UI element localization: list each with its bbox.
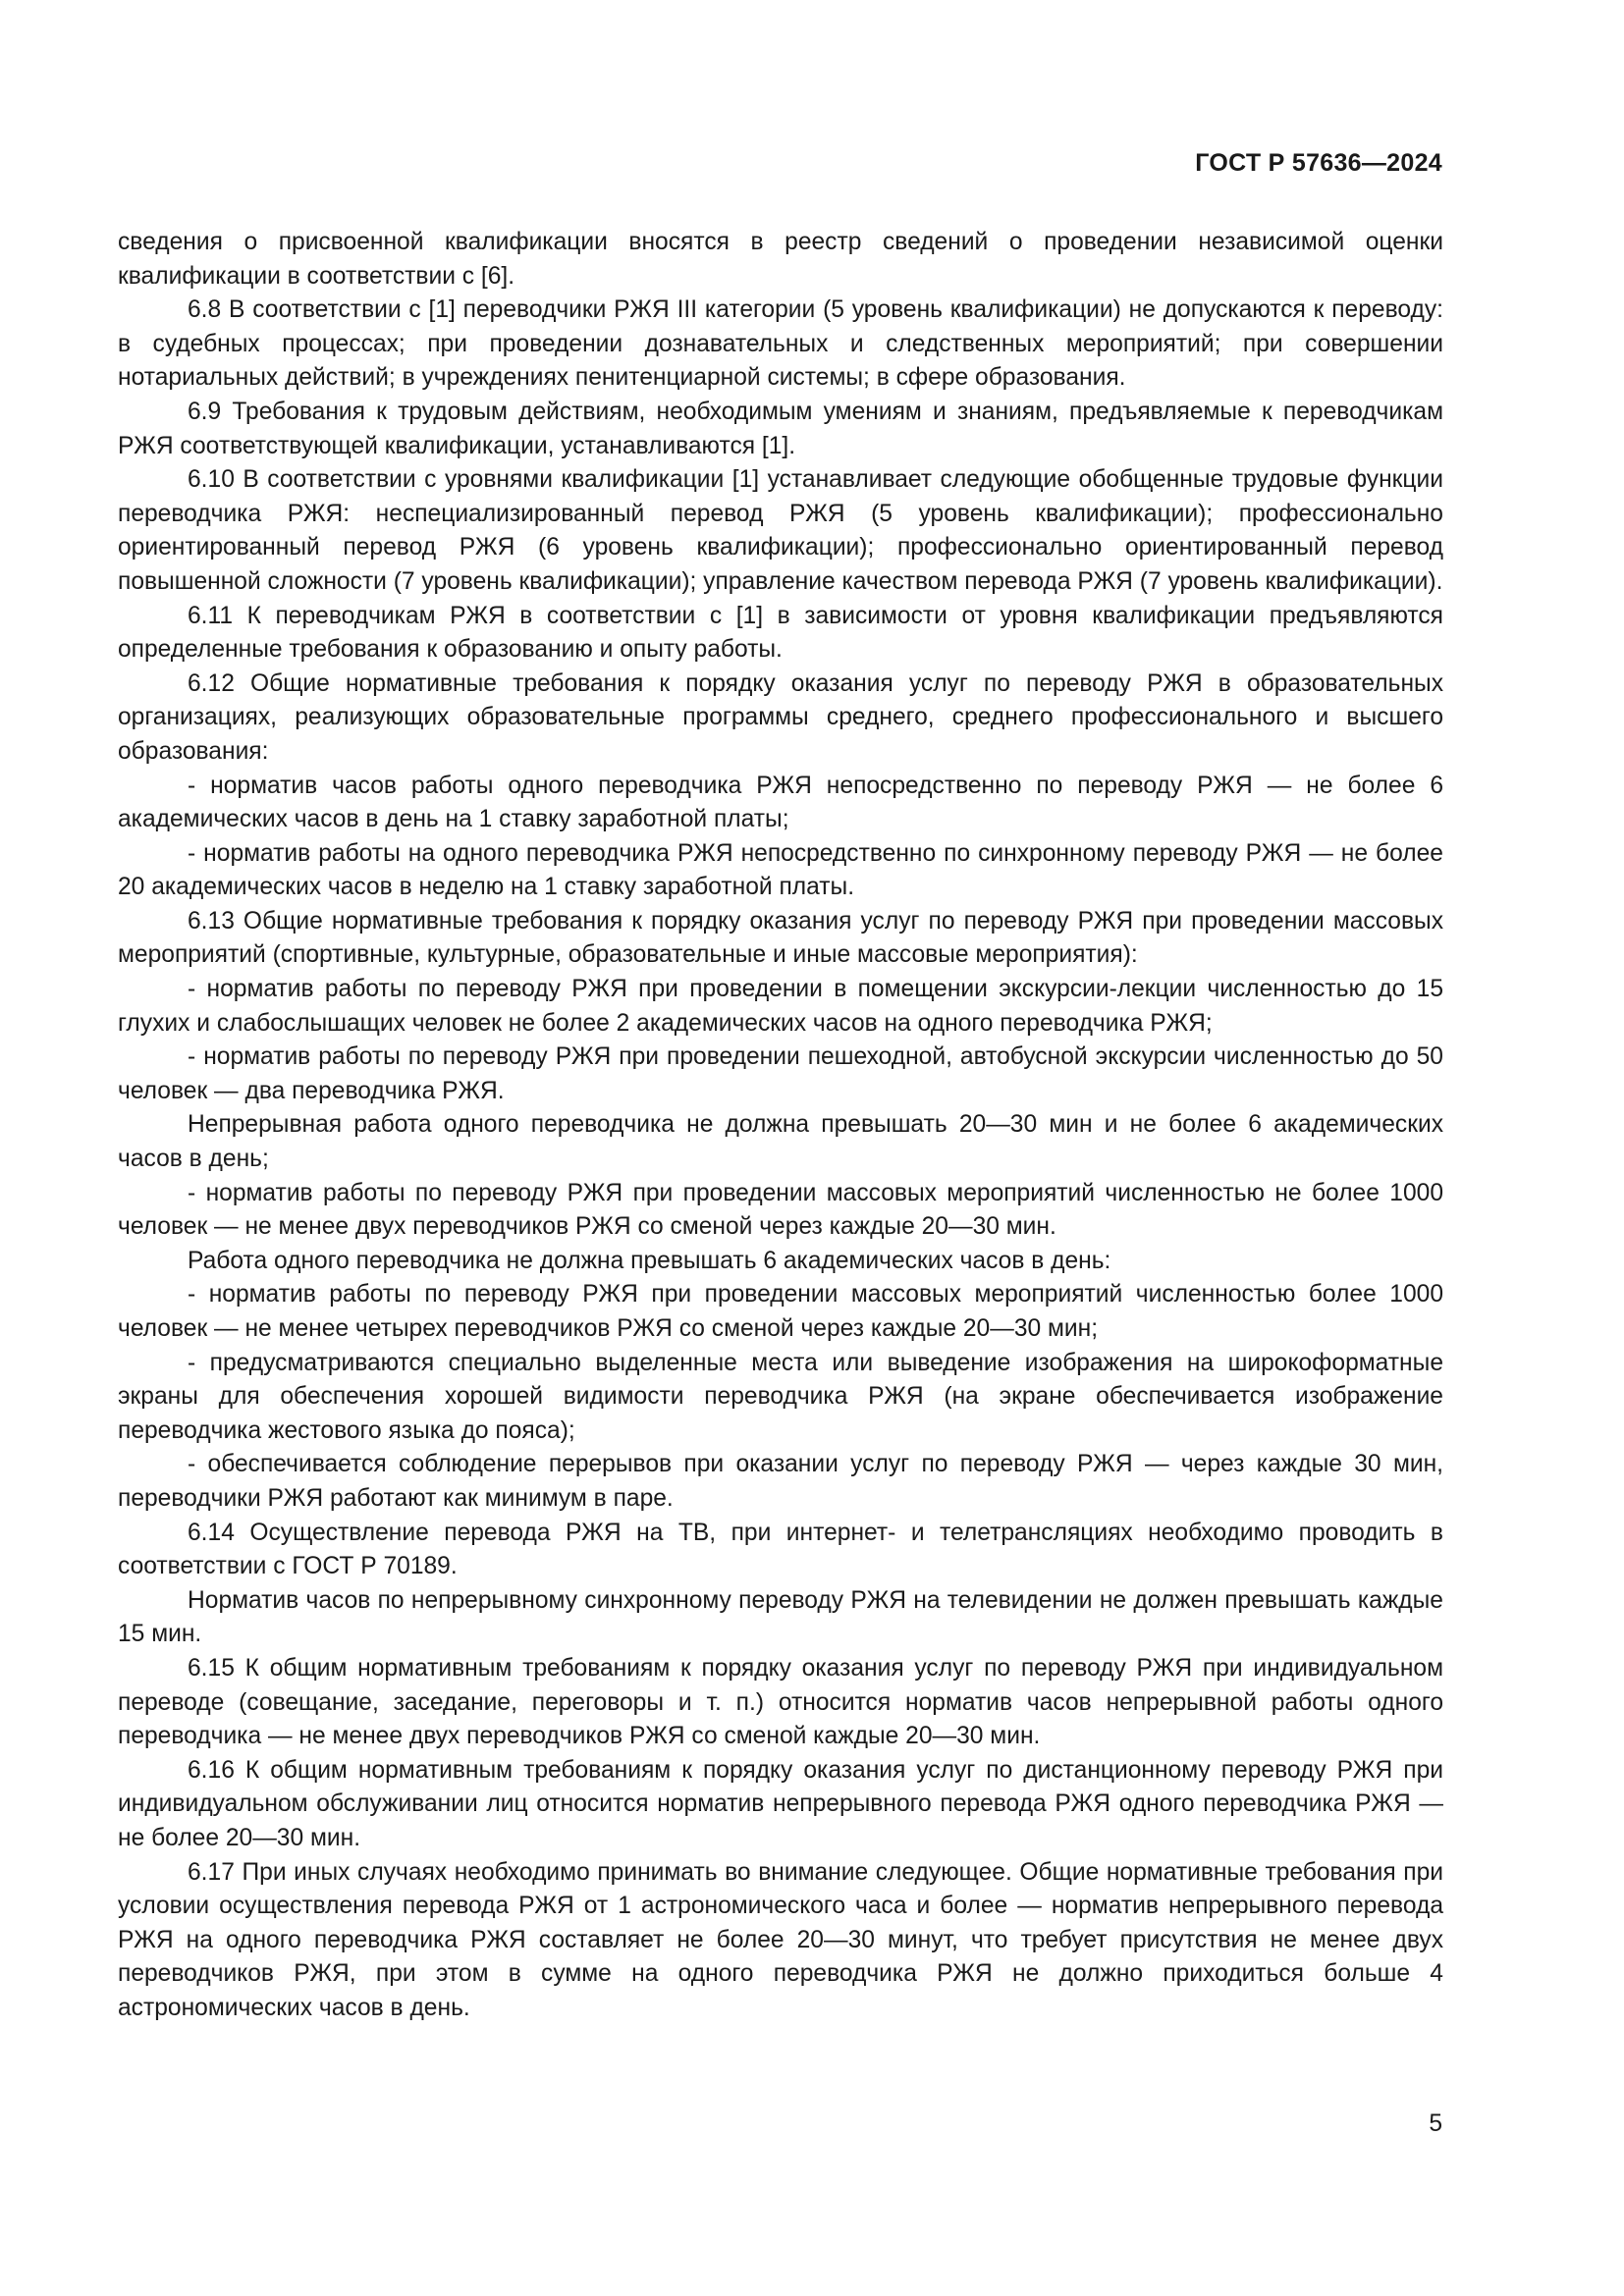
list-item: - норматив работы на одного переводчика РЖЯ непосредственно по синхронному переводу РЖЯ — не более 20 академических часов в неделю на 1 ставку заработной платы. (118, 839, 1443, 901)
list-item: - норматив работы по переводу РЖЯ при проведении в помещении экскурсии-лекции численностью до 15 глухих и слабослышащих человек не более 2 академических часов на одного переводчика РЖЯ; (118, 976, 1443, 1037)
paragraph: 6.9 Требования к трудовым действиям, необходимым умениям и знаниям, предъявляемые к переводчикам РЖЯ соответствующей квалификации, устанавливаются [1]. (118, 398, 1443, 459)
paragraph: 6.12 Общие нормативные требования к порядку оказания услуг по переводу РЖЯ в образовательных организациях, реализующих образовательные программы среднего, среднего профессионального и высшего образования: (118, 669, 1443, 765)
list-item: - обеспечивается соблюдение перерывов при оказании услуг по переводу РЖЯ — через каждые 30 мин, переводчики РЖЯ работают как минимум в паре. (118, 1451, 1443, 1512)
paragraph: 6.16 К общим нормативным требованиям к порядку оказания услуг по дистанционному переводу РЖЯ при индивидуальном обслуживании лиц относится норматив непрерывного перевода РЖЯ одного переводчика РЖЯ — не более 20—30 мин. (118, 1756, 1443, 1851)
list-item: - норматив работы по переводу РЖЯ при проведении массовых мероприятий численностью не более 1000 человек — не менее двух переводчиков РЖЯ со сменой через каждые 20—30 мин. (118, 1179, 1443, 1241)
paragraph: Норматив часов по непрерывному синхронному переводу РЖЯ на телевидении не должен превышать каждые 15 мин. (118, 1586, 1443, 1648)
paragraph: 6.15 К общим нормативным требованиям к порядку оказания услуг по переводу РЖЯ при индивидуальном переводе (совещание, заседание, переговоры и т. п.) относится норматив часов непрерывной работы одного переводчика — не менее двух переводчиков РЖЯ со сменой каждые 20—30 мин. (118, 1654, 1443, 1750)
document-body (118, 226, 1443, 2025)
paragraph: 6.8 В соответствии с [1] переводчики РЖЯ III категории (5 уровень квалификации) не допускаются к переводу: в судебных процессах; при проведении дознавательных и следственных мероприятий; при совершении нотариальных действий; в учреждениях пенитенциарной системы; в сфере образования. (118, 296, 1443, 392)
list-item: - норматив работы по переводу РЖЯ при проведении пешеходной, автобусной экскурсии численностью до 50 человек — два переводчика РЖЯ. (118, 1043, 1443, 1104)
paragraph: Непрерывная работа одного переводчика не должна превышать 20—30 мин и не более 6 академических часов в день; (118, 1111, 1443, 1173)
paragraph: 6.13 Общие нормативные требования к порядку оказания услуг по переводу РЖЯ при проведении массовых мероприятий (спортивные, культурные, образовательные и иные массовые мероприятия): (118, 907, 1443, 969)
list-item: - норматив часов работы одного переводчика РЖЯ непосредственно по переводу РЖЯ — не более 6 академических часов в день на 1 ставку заработной платы; (118, 772, 1443, 833)
paragraph: Работа одного переводчика не должна превышать 6 академических часов в день: (188, 1247, 1111, 1274)
paragraph: 6.17 При иных случаях необходимо принимать во внимание следующее. Общие нормативные требования при условии осуществления перевода РЖЯ от 1 астрономического часа и более — норматив непрерывного перевода РЖЯ на одного переводчика РЖЯ составляет не более 20—30 минут, что требует присутствия не менее двух переводчиков РЖЯ, при этом в сумме на одного переводчика РЖЯ не должно приходиться больше 4 астрономических часов в день. (118, 1858, 1443, 2021)
paragraph: 6.14 Осуществление перевода РЖЯ на ТВ, при интернет- и телетрансляциях необходимо проводить в соответствии с ГОСТ Р 70189. (118, 1519, 1443, 1580)
page-number: 5 (1429, 2110, 1442, 2137)
paragraph: сведения о присвоенной квалификации вносятся в реестр сведений о проведении независимой оценки квалификации в соответствии с [6]. (118, 229, 1443, 290)
list-item: - норматив работы по переводу РЖЯ при проведении массовых мероприятий численностью более 1000 человек — не менее четырех переводчиков РЖЯ со сменой через каждые 20—30 мин; (118, 1281, 1443, 1342)
list-item: - предусматриваются специально выделенные места или выведение изображения на широкоформатные экраны для обеспечения хорошей видимости переводчика РЖЯ (на экране обеспечивается изображение переводчика жестового языка до пояса); (118, 1349, 1443, 1444)
standard-designation: ГОСТ Р 57636—2024 (1195, 149, 1442, 177)
paragraph: 6.10 В соответствии с уровнями квалификации [1] устанавливает следующие обобщенные трудовые функции переводчика РЖЯ: неспециализированный перевод РЖЯ (5 уровень квалификации); профессионально ориентированный перевод РЖЯ (6 уровень квалификации); профессионально ориентированный перевод повышенной сложности (7 уровень квалификации); управление качеством перевода РЖЯ (7 уровень квалификации). (118, 466, 1443, 595)
paragraph: 6.11 К переводчикам РЖЯ в соответствии с [1] в зависимости от уровня квалификации предъявляются определенные требования к образованию и опыту работы. (118, 602, 1443, 664)
